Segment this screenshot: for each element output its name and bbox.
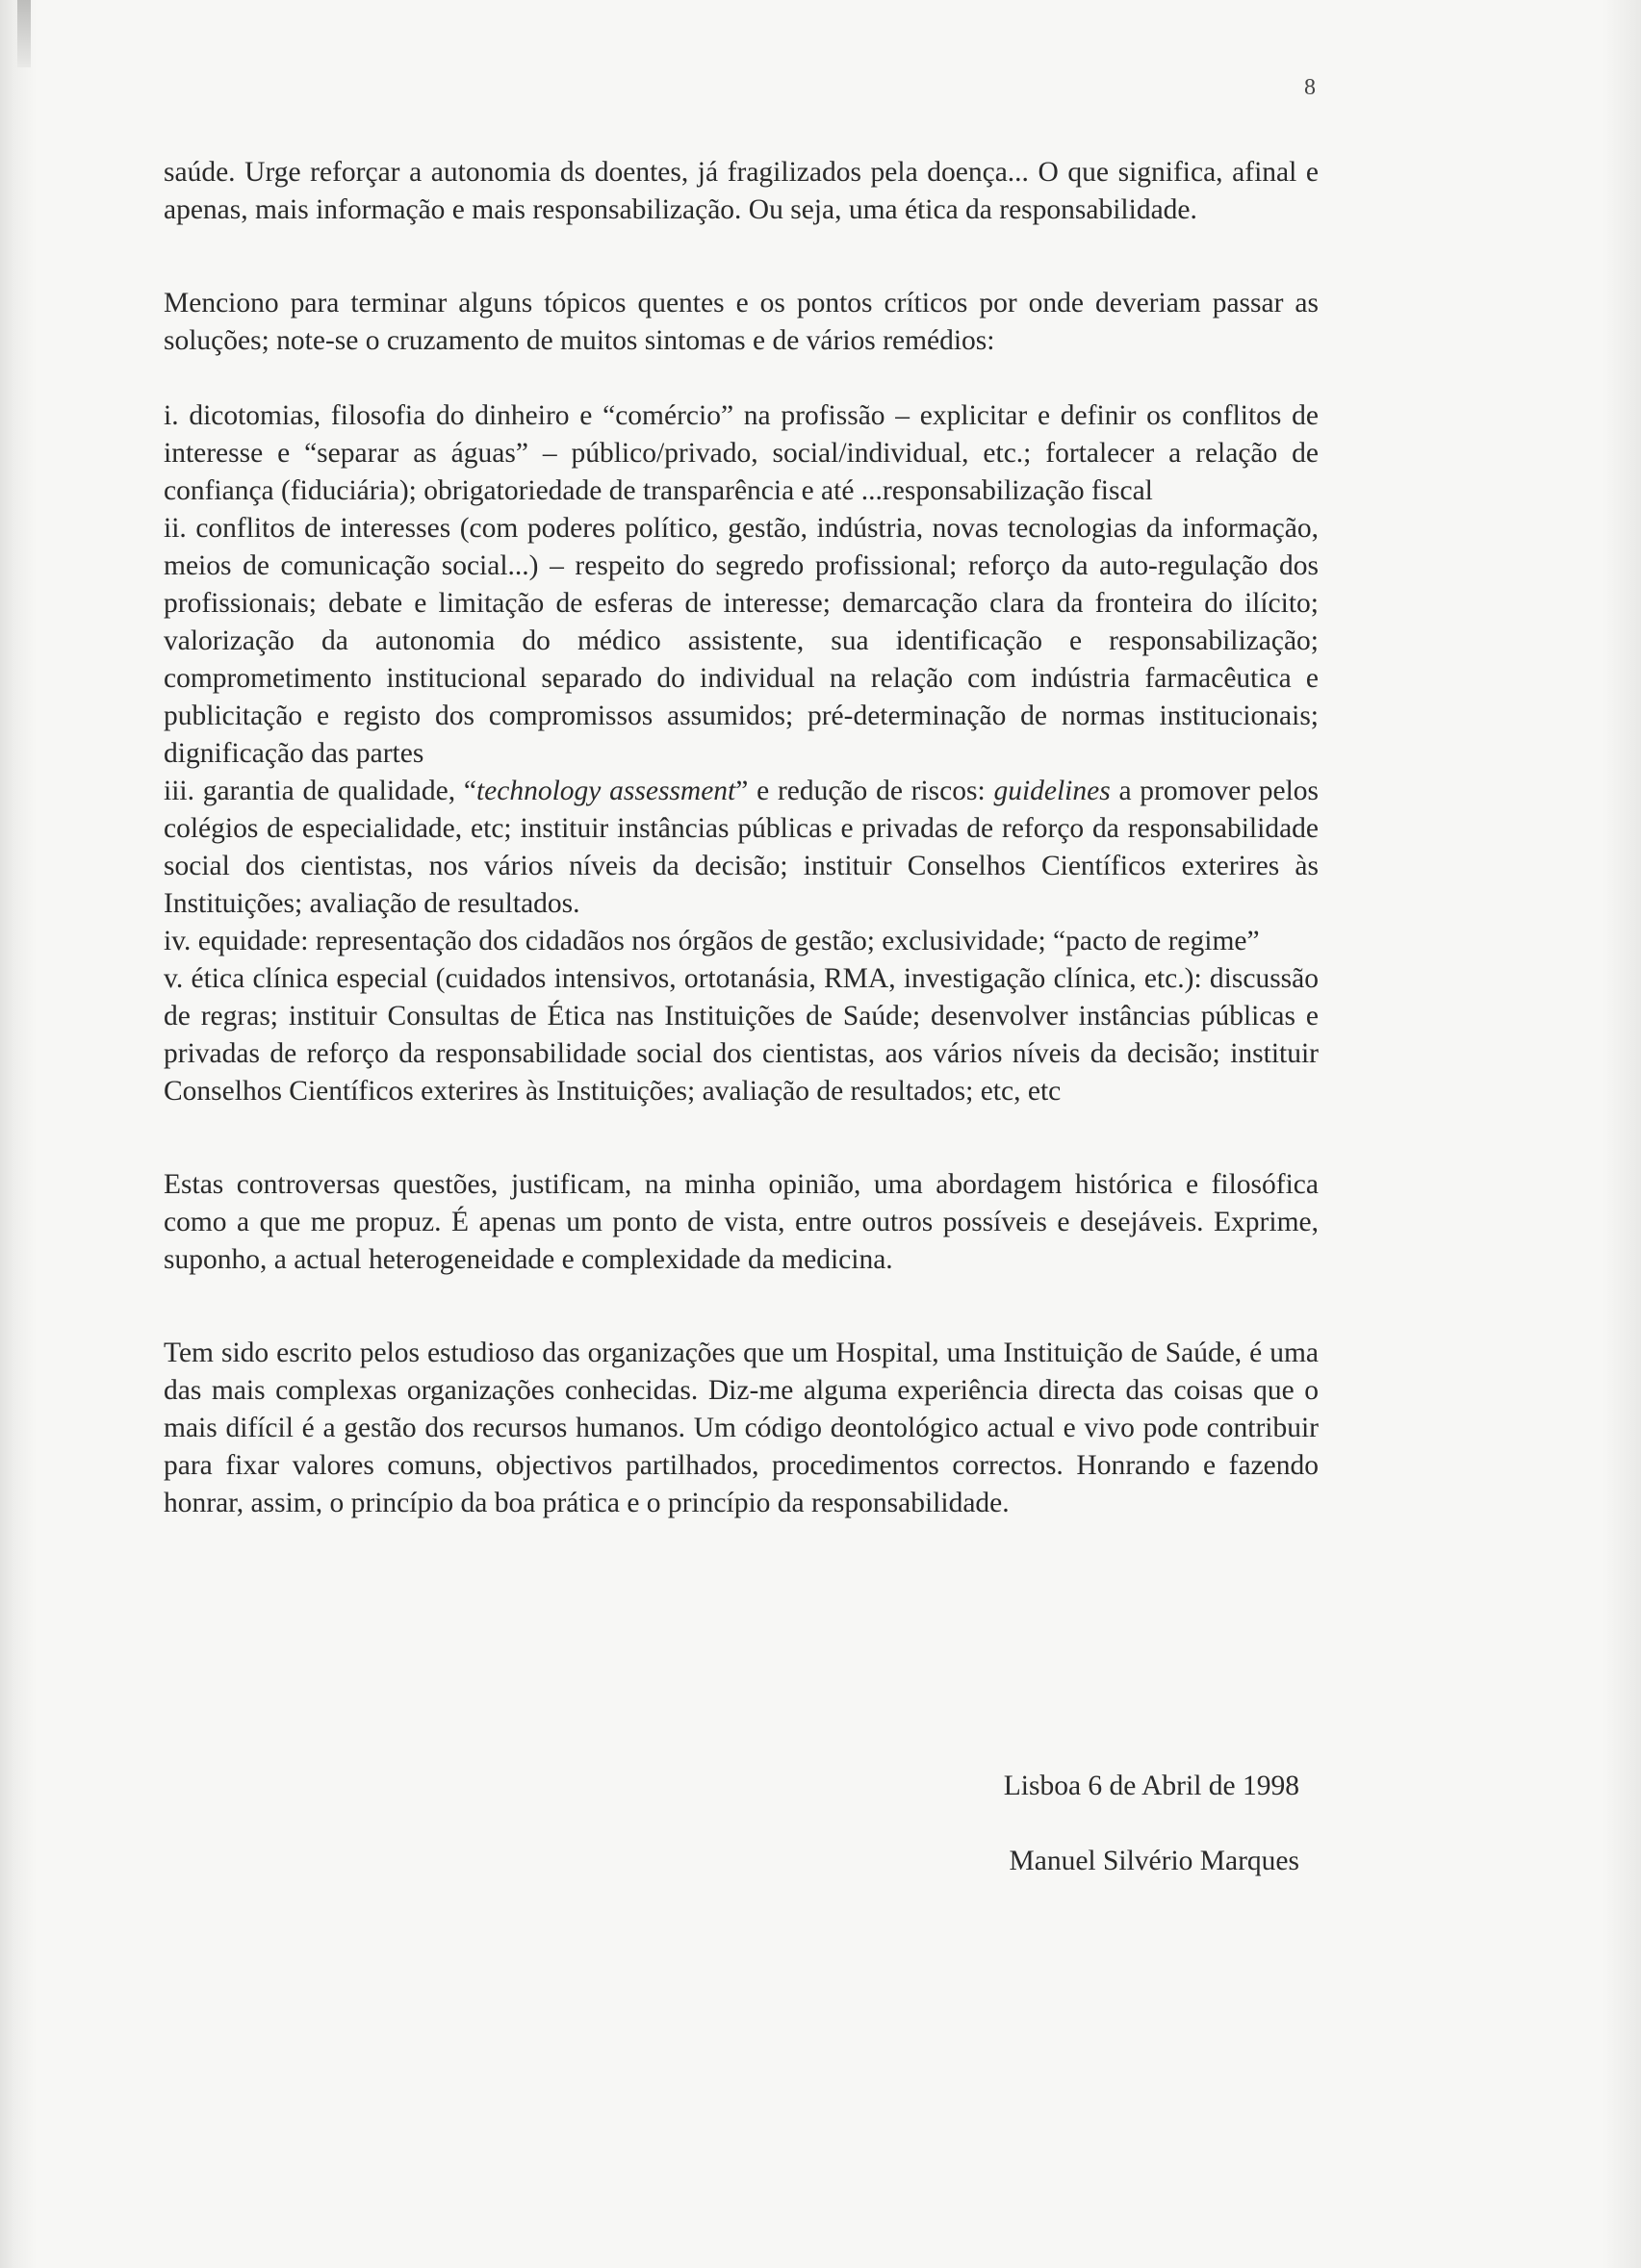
- paragraph-1: saúde. Urge reforçar a autonomia ds doentes, já fragilizados pela doença... O que significa, afinal e apenas, mais informação e mais responsabilização. Ou seja, uma ética da responsabilidade.: [164, 157, 1319, 225]
- list-item-i: i. dicotomias, filosofia do dinheiro e “comércio” na profissão – explicitar e definir os conflitos de interesse e “separar as águas” – público/privado, social/individual, etc.; fortalecer a relação de confiança (fiduciária); obrigatoriedade de transparência e até ...responsabilização fiscal: [164, 400, 1319, 506]
- list-item-ii: ii. conflitos de interesses (com poderes político, gestão, indústria, novas tecnologias da informação, meios de comunicação social...) – respeito do segredo profissional; reforço da auto-regulação dos profissionais; debate e limitação de esferas de interesse; demarcação clara da fronteira do ilícito; valorização da autonomia do médico assistente, sua identificação e responsabilização; comprometimento institucional separado do individual na relação com indústria farmacêutica e publicitação e registo dos compromissos assumidos; pré-determinação de normas institucionais; dignificação das partes: [164, 513, 1319, 769]
- list-item-iv: iv. equidade: representação dos cidadãos nos órgãos de gestão; exclusividade; “pacto de regime”: [164, 926, 1260, 956]
- list-item-iii-text-c: a promover pelos colégios de especialidade, etc; instituir instâncias públicas e privadas de reforço da responsabilidade social dos cientistas, nos vários níveis da decisão; instituir Conselhos Científicos exterires às Instituições; avaliação de resultados.: [164, 776, 1320, 919]
- signature-place-date: Lisboa 6 de Abril de 1998: [1003, 1771, 1299, 1801]
- signature-author: Manuel Silvério Marques: [1009, 1846, 1299, 1876]
- list-item-iii-emphasis-1: technology assessment: [475, 776, 736, 806]
- paragraph-2: Menciono para terminar alguns tópicos quentes e os pontos críticos por onde deveriam passar as soluções; note-se o cruzamento de muitos sintomas e de vários remédios:: [164, 288, 1319, 356]
- list-item-iii-text-a: iii. garantia de qualidade, “: [164, 776, 476, 806]
- scan-mark: [17, 0, 31, 67]
- scan-shadow-right: [1603, 0, 1641, 2268]
- topics-list: [164, 397, 1319, 1110]
- list-item-iii-text-b: ” e redução de riscos:: [735, 776, 994, 806]
- scan-shadow-left: [0, 0, 37, 2268]
- page-number: 8: [1304, 75, 1316, 100]
- list-item-iii-emphasis-2: guidelines: [993, 776, 1111, 806]
- document-body: [164, 154, 1319, 1522]
- list-item-iii: [164, 773, 1319, 923]
- paragraph-3: Estas controversas questões, justificam, na minha opinião, uma abordagem histórica e filosófica como a que me propuz. É apenas um ponto de vista, entre outros possíveis e desejáveis. Exprime, suponho, a actual heterogeneidade e complexidade da medicina.: [164, 1169, 1319, 1275]
- list-item-v: v. ética clínica especial (cuidados intensivos, ortotanásia, RMA, investigação clínica, etc.): discussão de regras; instituir Consultas de Ética nas Instituições de Saúde; desenvolver instâncias públicas e privadas de reforço da responsabilidade social dos cientistas, aos vários níveis da decisão; instituir Conselhos Científicos exterires às Instituições; avaliação de resultados; etc, etc: [164, 963, 1319, 1107]
- paragraph-4: Tem sido escrito pelos estudioso das organizações que um Hospital, uma Instituição de Saúde, é uma das mais complexas organizações conhecidas. Diz-me alguma experiência directa das coisas que o mais difícil é a gestão dos recursos humanos. Um código deontológico actual e vivo pode contribuir para fixar valores comuns, objectivos partilhados, procedimentos correctos. Honrando e fazendo honrar, assim, o princípio da boa prática e o princípio da responsabilidade.: [164, 1338, 1319, 1518]
